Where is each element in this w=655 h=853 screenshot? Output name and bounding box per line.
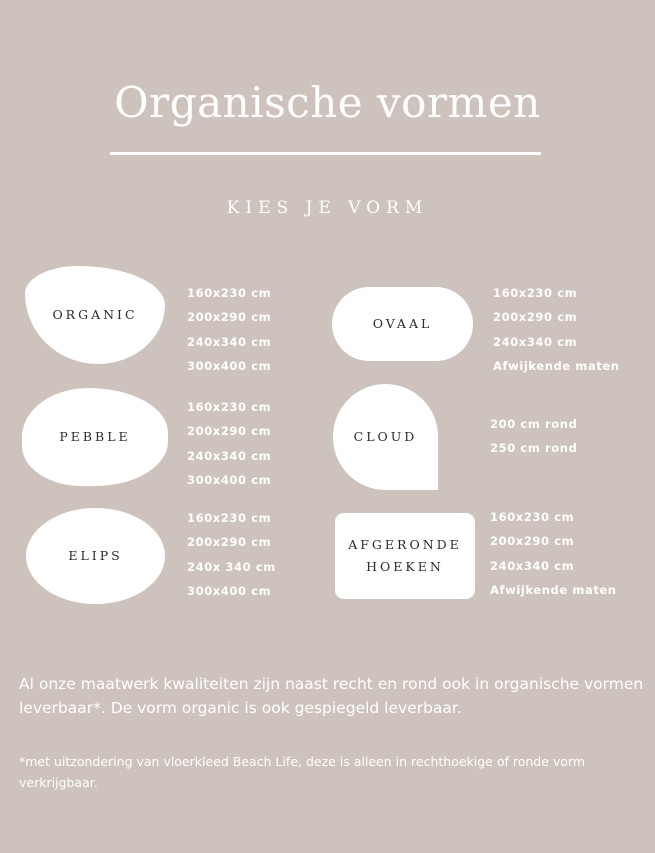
size-item: 200x290 cm xyxy=(187,424,272,439)
size-item: 200x290 cm xyxy=(493,310,578,325)
title-divider xyxy=(110,152,541,155)
footnote: *met uitzondering van vloerkleed Beach Life, deze is alleen in rechthoekige of ronde vorm verkrijgbaar. xyxy=(19,754,586,790)
shape-organic-label: ORGANIC xyxy=(52,307,138,322)
shape-pebble xyxy=(22,388,168,486)
sizes-pebble xyxy=(187,395,271,492)
shape-cloud-label: CLOUD xyxy=(353,429,418,444)
sizes-organic xyxy=(187,281,271,378)
size-item: 160x230 cm xyxy=(493,286,578,300)
size-item: 200x290 cm xyxy=(490,534,575,549)
section-subtitle: KIES JE VORM xyxy=(226,198,429,218)
size-item: 160x230 cm xyxy=(187,511,272,525)
shape-pebble-label: PEBBLE xyxy=(59,429,131,444)
sizes-afgeronde-hoeken xyxy=(490,505,617,602)
shape-afgeronde-hoeken xyxy=(335,513,475,599)
size-item: Afwijkende maten xyxy=(493,358,620,373)
sizes-cloud xyxy=(490,412,577,461)
shape-organic xyxy=(25,266,165,364)
size-item: 160x230 cm xyxy=(187,400,272,414)
shape-ovaal xyxy=(332,287,473,361)
shape-ovaal-label: OVAAL xyxy=(372,316,433,331)
size-item: 250 cm rond xyxy=(490,441,578,456)
shape-afgeronde-hoeken-label-line2: HOEKEN xyxy=(366,559,444,574)
size-item: 300x400 cm xyxy=(187,358,272,373)
size-item: 240x340 cm xyxy=(187,448,272,463)
info-paragraph: Al onze maatwerk kwaliteiten zijn naast recht en rond ook in organische vormen leverbaar*. De vorm organic is ook gespiegeld leverbaar. xyxy=(19,675,644,717)
size-item: 200 cm rond xyxy=(490,417,578,431)
page-title: Organische vormen xyxy=(114,78,541,127)
size-item: 300x400 cm xyxy=(187,583,272,598)
shape-elips xyxy=(26,508,165,604)
size-item: 160x230 cm xyxy=(490,510,575,524)
shape-elips-label: ELIPS xyxy=(68,548,123,563)
size-item: 240x340 cm xyxy=(490,558,575,573)
size-item: 240x340 cm xyxy=(187,334,272,349)
shape-cloud xyxy=(333,384,438,490)
size-item: 240x340 cm xyxy=(493,334,578,349)
sizes-ovaal xyxy=(493,281,620,378)
shape-afgeronde-hoeken-label-line1: AFGERONDE xyxy=(348,537,462,552)
size-item: 160x230 cm xyxy=(187,286,272,300)
size-item: Afwijkende maten xyxy=(490,582,617,597)
size-item: 200x290 cm xyxy=(187,535,272,550)
size-item: 240x 340 cm xyxy=(187,559,276,574)
sizes-elips xyxy=(187,506,276,603)
size-item: 200x290 cm xyxy=(187,310,272,325)
size-item: 300x400 cm xyxy=(187,472,272,487)
